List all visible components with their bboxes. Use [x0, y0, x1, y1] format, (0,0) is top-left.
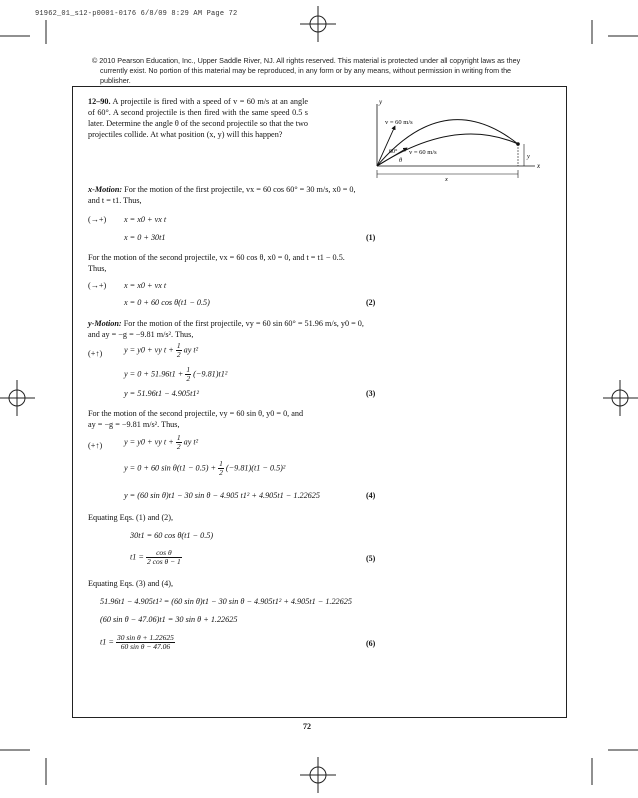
ymotion-intro-text: For the motion of the first projectile, vy = 60 sin 60° = 51.96 m/s, y0 = 0, [121, 319, 364, 328]
fraction-half: $\frac{1}{2}$ [219, 459, 223, 477]
fig-y-axis-label: y [379, 98, 383, 106]
eq-6a: 51.96t1 − 4.905t1² = (60 sin θ)t1 − 30 sin θ − 4.905t1² + 4.905t1 − 1.22625 [100, 597, 352, 606]
eq-3: y = 51.96t1 − 4.905t1² [124, 389, 199, 398]
second-y-intro: For the motion of the second projectile, vy = 60 sin θ, y0 = 0, and [88, 409, 304, 418]
xmotion-intro [88, 184, 356, 195]
sign-convention-up-2: (+↑) [88, 441, 103, 450]
eq-1: x = 0 + 30t1 [124, 233, 166, 242]
eq-6: t1 = $\frac{\text{30 sin θ + 1.22625}}{\text{60 sin θ − 47.06}}$ [100, 633, 174, 651]
fig-x-dimension-label: x [445, 176, 448, 182]
fig-x-axis-label: x [537, 162, 541, 170]
eq-6-number: (6) [366, 639, 376, 648]
second-x-intro-2: Thus, [88, 264, 107, 273]
eq-1-number: (1) [366, 233, 376, 242]
eq-6b: (60 sin θ − 47.06)t1 = 30 sin θ + 1.22625 [100, 615, 238, 624]
print-slug: 91962_01_s12-p0001-0176 6/8/09 8:29 AM Page 72 [35, 10, 238, 18]
registration-mark-bottom [300, 757, 336, 793]
fraction-half: $\frac{1}{2}$ [186, 365, 191, 383]
fig-v2-label: v = 60 m/s [409, 149, 437, 156]
xmotion-intro-2: and t = t1. Thus, [88, 196, 142, 205]
eq-5-number: (5) [366, 554, 376, 563]
fraction-half: $\frac{1}{2}$ [176, 433, 181, 451]
eq-3-number: (3) [366, 389, 376, 398]
eq-y-general-1: y = y0 + vy t + $\frac{1}{2}$ ay t² [124, 341, 199, 359]
registration-mark-left [0, 380, 35, 416]
ymotion-heading: y-Motion: [88, 319, 122, 328]
eq-x-general-2: x = x0 + vx t [124, 281, 167, 290]
fig-y-dimension-label: y [527, 153, 530, 160]
ymotion-intro [88, 318, 364, 329]
eq-4a: y = 0 + 60 sin θ(t1 − 0.5) + $\frac{1}{2}$ (−9.81)(t1 − 0.5)² [124, 459, 286, 477]
problem-number: 12–90. [88, 97, 111, 106]
eq-2-number: (2) [366, 298, 376, 307]
xmotion-heading: x-Motion: [88, 185, 123, 194]
eq-5a: 30t1 = 60 cos θ(t1 − 0.5) [130, 531, 214, 540]
problem-statement [88, 96, 308, 140]
page-number: 72 [303, 722, 311, 731]
problem-text: A projectile is fired with a speed of v = 60 m/s at an angle of 60°. A second projectile is then fired with the same speed 0.5 s later. Determine the angle θ of the second projectile so that the two projectiles collide. At what position (x, y) will this happen? [88, 97, 308, 139]
eq-y-general-2: y = y0 + vy t + $\frac{1}{2}$ ay t² [124, 433, 199, 451]
eq-5: t1 = $\frac{\text{cos θ}}{\text{2 cos θ − 1}}$ [130, 548, 181, 566]
second-x-intro: For the motion of the second projectile, vx = 60 cos θ, x0 = 0, and t = t1 − 0.5. [88, 253, 345, 262]
sign-convention-up-1: (+↑) [88, 349, 103, 358]
eq-2: x = 0 + 60 cos θ(t1 − 0.5) [124, 298, 210, 307]
eq-4: y = (60 sin θ)t1 − 30 sin θ − 4.905 t1² + 4.905t1 − 1.22625 [124, 491, 320, 500]
fraction-eq5: $\frac{\text{cos θ}}{\text{2 cos θ − 1}}$ [147, 548, 181, 566]
fig-v1-label: v = 60 m/s [385, 119, 413, 126]
projectile-figure [365, 96, 545, 182]
ymotion-intro-2: and ay = −g = −9.81 m/s². Thus, [88, 330, 194, 339]
fig-angle2-label: θ [399, 157, 403, 164]
registration-mark-top [300, 6, 336, 42]
equate-eqs-1-2: Equating Eqs. (1) and (2), [88, 513, 174, 522]
copyright-notice: © 2010 Pearson Education, Inc., Upper Saddle River, NJ. All rights reserved. This material is protected under all copyright laws as they currently exist. No portion of this material may be reproduced, in any form or by any means, without permission in writing from the publisher. [92, 56, 521, 85]
xmotion-intro-text: For the motion of the first projectile, vx = 60 cos 60° = 30 m/s, x0 = 0, [122, 185, 356, 194]
sign-convention-right-1: (→+) [88, 215, 107, 224]
eq-3a: y = 0 + 51.96t1 + $\frac{1}{2}$ (−9.81)t1² [124, 365, 228, 383]
fig-angle1-label: 60° [389, 149, 398, 155]
second-y-intro-2: ay = −g = −9.81 m/s². Thus, [88, 420, 180, 429]
registration-mark-right [603, 380, 638, 416]
eq-x-general-1: x = x0 + vx t [124, 215, 167, 224]
fraction-half: $\frac{1}{2}$ [176, 341, 181, 359]
sign-convention-right-2: (→+) [88, 281, 107, 290]
fraction-eq6: $\frac{\text{30 sin θ + 1.22625}}{\text{60 sin θ − 47.06}}$ [117, 633, 174, 651]
eq-4-number: (4) [366, 491, 376, 500]
equate-eqs-3-4: Equating Eqs. (3) and (4), [88, 579, 174, 588]
